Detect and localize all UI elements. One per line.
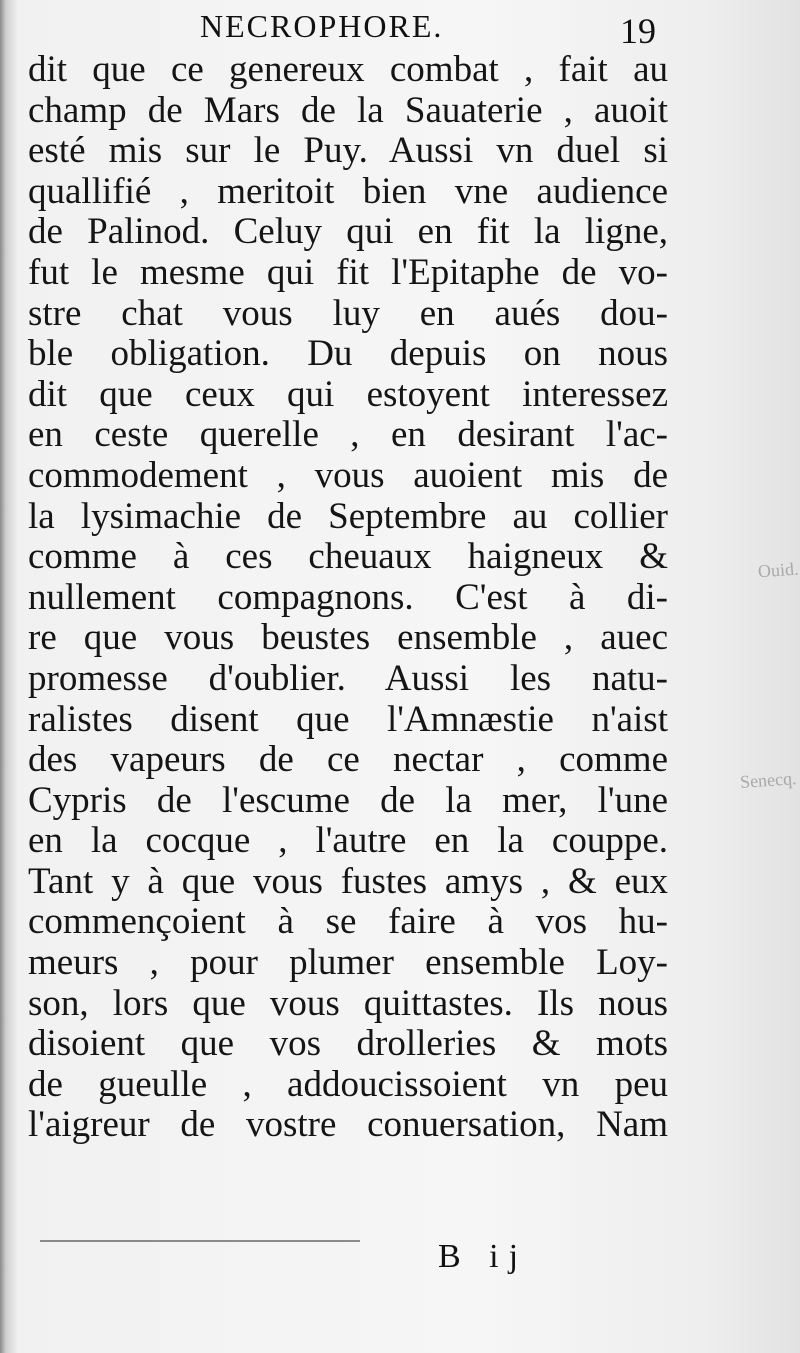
text-line: esté mis sur le Puy. Aussi vn duel si bbox=[28, 130, 668, 172]
text-line: nullement compagnons. C'est à di- bbox=[28, 576, 668, 618]
text-line: re que vous beustes ensemble , auec bbox=[28, 617, 668, 659]
text-line: disoient que vos drolleries & mots bbox=[28, 1023, 668, 1065]
text-line: quallifié , meritoit bien vne audience bbox=[28, 170, 668, 212]
text-line: champ de Mars de la Sauaterie , auoit bbox=[28, 89, 668, 131]
text-line: l'aigreur de vostre conuersation, Nam bbox=[28, 1104, 668, 1146]
text-line: dit que ce genereux combat , fait au bbox=[28, 49, 668, 90]
text-line: meurs , pour plumer ensemble Loy- bbox=[28, 942, 668, 984]
text-line: commençoient à se faire à vos hu- bbox=[28, 901, 668, 943]
running-head: NECROPHORE. bbox=[200, 8, 444, 44]
text-line: des vapeurs de ce nectar , comme bbox=[28, 739, 668, 781]
footer-rule bbox=[40, 1240, 360, 1242]
text-line: promesse d'oublier. Aussi les natu- bbox=[28, 657, 668, 699]
page-number: 19 bbox=[620, 11, 656, 51]
text-line: dit que ceux qui estoyent interessez bbox=[28, 373, 668, 415]
text-line: son, lors que vous quittastes. Ils nous bbox=[28, 982, 668, 1024]
text-line: de gueulle , addoucissoient vn peu bbox=[28, 1063, 668, 1105]
text-line: en la cocque , l'autre en la couppe. bbox=[28, 820, 668, 862]
text-line: comme à ces cheuaux haigneux & bbox=[28, 536, 668, 578]
text-line: fut le mesme qui fit l'Epitaphe de vo- bbox=[28, 251, 668, 293]
text-line: en ceste querelle , en desirant l'ac- bbox=[28, 414, 668, 456]
text-line: commodement , vous auoient mis de bbox=[28, 454, 668, 496]
text-line: la lysimachie de Septembre au collier bbox=[28, 495, 668, 537]
text-line: ralistes disent que l'Amnæstie n'aist bbox=[28, 698, 668, 740]
text-line: de Palinod. Celuy qui en fit la ligne, bbox=[28, 211, 668, 253]
signature-mark: B ij bbox=[438, 1238, 529, 1275]
body-text bbox=[28, 50, 668, 1146]
text-line: Cypris de l'escume de la mer, l'une bbox=[28, 779, 668, 821]
text-line: stre chat vous luy en aués dou- bbox=[28, 292, 668, 334]
show-through-margin-note-2: Senecq. bbox=[738, 768, 797, 792]
text-line: Tant y à que vous fustes amys , & eux bbox=[28, 860, 668, 902]
text-line: ble obligation. Du depuis on nous bbox=[28, 333, 668, 375]
show-through-margin-note-1: Ouid. bbox=[756, 558, 799, 582]
